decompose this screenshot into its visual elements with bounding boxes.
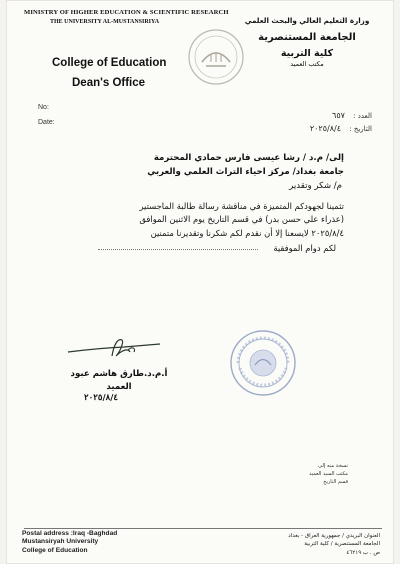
handwritten-signature <box>64 330 164 364</box>
university-name-en: THE UNIVERSITY AL-MUSTANSIRIYA <box>50 19 160 25</box>
date-label-ar: التاريخ : <box>349 125 372 133</box>
college-name-ar: كلية التربية <box>280 48 334 59</box>
signatory-block <box>64 368 174 394</box>
footer-en-line-3: College of Education <box>22 546 88 554</box>
copy-item: مكتب السيد العميد <box>309 471 348 477</box>
copies-title: نسخة منه إلى <box>318 463 348 469</box>
recipient-organization: جامعة بغداد/ مركز احياء التراث العلمي والعربي <box>147 167 344 177</box>
university-emblem-icon <box>187 28 245 86</box>
body-line-4: لكم دوام الموفقية <box>273 243 336 253</box>
letter-page <box>6 0 394 564</box>
footer-ar-line-2: الجامعة المستنصرية / كلية التربية <box>304 541 380 548</box>
footer-arabic <box>288 532 380 557</box>
official-stamp <box>228 328 298 398</box>
signatory-name: أ.م.د.طارق هاشم عبود <box>70 369 168 379</box>
college-name-en: College of Education <box>52 57 167 69</box>
number-value: ٦٥٧ <box>332 111 345 120</box>
body-line-3: ٢٠٢٥/٨/٤ لايسعنا إلا أن نقدم لكم شكرنا وتقديرنا متمنين <box>150 228 344 238</box>
recipient-line: إلى/ م.د / رشا عيسى فارس حمادي المحترمة <box>153 153 344 163</box>
footer-en-line-2: Mustansiryah University <box>22 538 99 546</box>
office-name-ar: مكتب العميد <box>290 60 324 68</box>
ministry-name-en: MINISTRY OF HIGHER EDUCATION & SCIENTIFIC RESEARCH <box>24 9 229 16</box>
copy-item: قسم التاريخ <box>323 479 348 485</box>
date-label-en: Date: <box>38 119 55 126</box>
letter-number <box>332 111 372 120</box>
ministry-name-ar: وزارة التعليم العالي والبحث العلمي <box>244 16 370 25</box>
signature-date: ٢٠٢٥/٨/٤ <box>84 393 118 403</box>
date-value: ٢٠٢٥/٨/٤ <box>309 124 341 133</box>
dotted-line <box>98 249 258 250</box>
body-line-2: (عذراء علي حسن بدر) في قسم التاريخ يوم الاثنين الموافق <box>139 214 344 224</box>
letter-date <box>310 124 372 133</box>
arabic-header <box>238 15 376 69</box>
copies-list <box>309 462 348 486</box>
footer-ar-line-1: العنوان البريدي / جمهورية العراق - بغداد <box>288 533 380 539</box>
footer-ar-line-3: ص . ب ٤٦٢١٩ <box>346 549 380 556</box>
letter-subject: م/ شكر وتقدير <box>289 181 342 191</box>
english-header <box>24 8 229 27</box>
footer-english <box>22 530 117 555</box>
signatory-title: العميد <box>106 382 132 392</box>
number-label-en: No: <box>38 104 49 111</box>
footer-divider <box>24 528 382 529</box>
office-name-en: Dean's Office <box>72 77 146 89</box>
number-label-ar: العدد : <box>353 112 372 120</box>
body-line-1: تثمينا لجهودكم المتميزة في مناقشة رسالة طالبة الماجستير <box>139 201 344 211</box>
university-name-ar: الجامعة المستنصرية <box>258 32 356 43</box>
footer-en-line-1: Postal address :Iraq -Baghdad <box>22 530 118 537</box>
